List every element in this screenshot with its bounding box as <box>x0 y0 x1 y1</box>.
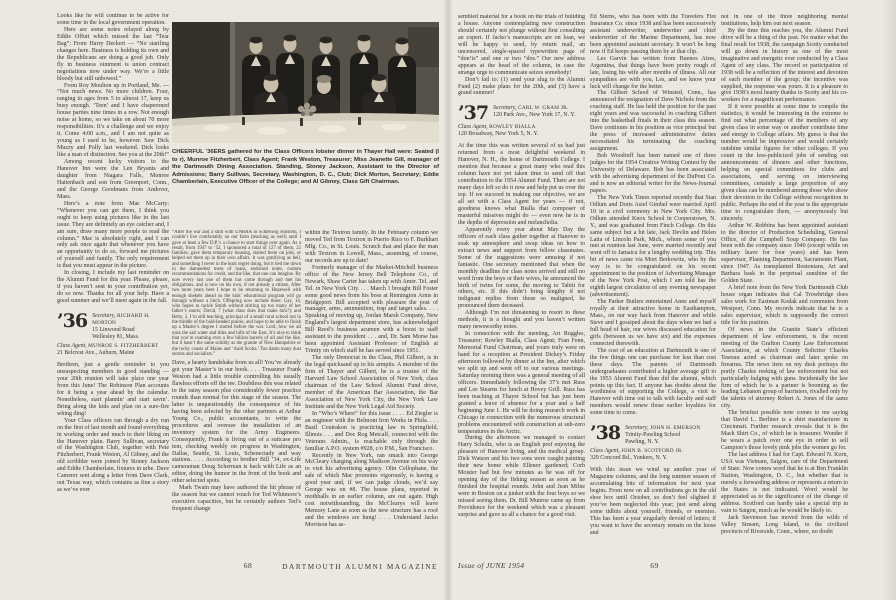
paragraph: within the Textron family. In the February column we moved Ted from Textron in Puerto Rico to F. Burkhart Mfg. Co., in St. Louis. Scratch that and place the man with Textron in Lowell, Mass., assuming, of course, our records are up to date! <box>305 230 438 264</box>
class-agent-label: Class Agent, <box>590 448 620 455</box>
secretary-address: Wellesley 81, Mass. <box>92 334 140 341</box>
secretary-line <box>92 313 169 327</box>
secretary-label: Secretary, <box>92 313 116 320</box>
paragraph: not in one of the three neighboring mental institutions, help him out next season. <box>721 14 848 27</box>
paragraph: Looks like he will continue to be active for some time in the local government operation. <box>57 13 169 26</box>
secretary-name: JOHN H. EMERSON <box>650 425 701 432</box>
paragraph: The Parker Butlers entertained Anne and myself royally at their attractive home in Easthampton, Mass., on our way back from Hanover and while Steve and I gossiped about the days when we had a full head of hair, our wives discussed education for girls (between us we have six) and the expenses connected therewith. <box>590 299 716 347</box>
class-year-38: ’38 <box>590 422 621 445</box>
right-column-1 <box>458 14 585 562</box>
issue-date: Issue of JUNE 1954 <box>458 561 525 570</box>
secretary-block <box>625 424 700 446</box>
paragraph: Recently in New York, ran smack into George McCleary charging along Madison Avenue on his way to visit his advertising agency. Olin Cellophane, the sale of which Mac promotes vigorously, is having a good year and, if we can judge clouds, we’d say George was on #8. The house plans, reported in mothballs in an earlier column, are out again. High cost notwithstanding, the McClearys will leave Memory Lane as soon as the new structure has a roof and the windows are hung! . . . Understand Jacko Morrison has as- <box>305 452 438 529</box>
paragraph: Of news in the Granite State’s efficient department of law enforcement, is the recent meeting of the Grafton County Law Enforcement Association, at which County Solicitor Charles Tesreau acted as chairman and later spoke on firearms. The news item on my desk portrays the portly Charles reeking of law enforcement but not particularly bulging with guns. Incidentally the law firm of which he is a partner is booming as the leading Lebanon group of barristers, rivalled only by the talents of attorney Robert A. Jones of the same city. <box>721 326 848 410</box>
secretary-address: Pawling, N. Y. <box>625 439 660 446</box>
paragraph: Apparently every year about May Day the officers of each class gather together at Hanover to soak up atmosphere and swap ideas on how to extract news and support from fellow classmates. Some of the suggestions were amusing if not fantastic. One secretary mentioned that when the monthly deadline for class notes arrived and still no word from the boys or their wives, he announced the birth of twins for some, the moving to Tahiti for others, etc. If this didn’t bring lengthy if not indignant replies from those so maligned, he pronounced them deceased. <box>458 226 585 310</box>
photo-illustration <box>172 22 439 143</box>
class-agent-address: 120 Broadway, New York 5, N. Y. <box>458 131 539 138</box>
photo-caption: CHEERFUL ’36ERS gathered for the Class Officers lobster dinner in Thayer Hall were: Seated (l to r), Munroe Fitzherbert, Class Agent; Frank Weston, Treasurer; Miss Jeanette Gill, manager of the Dartmouth Dining Association. Standing, Stoney Jackson, Assistant to the Director of Admissions; Barry Sullivan, Secretary, Washington, D. C., Club; Dick Morton, Secretary; Eddie Chamberlain, Executive Officer of the College; and Al Gibney, Class Gift Chairman. <box>172 149 439 185</box>
class-agent-name: ROWLEY BIALLA <box>489 124 536 131</box>
secretary-line <box>625 425 700 432</box>
page-gutter <box>443 0 453 600</box>
left-column-2 <box>172 230 301 562</box>
secretary-name: CARL W. GRAM JR. <box>518 105 569 112</box>
class-heading-1937 <box>458 102 585 125</box>
secretary-address: Trinity-Pawling School <box>625 432 681 439</box>
class-year-36: ’36 <box>57 310 88 333</box>
paragraph: Arthur W. Robbins has been appointed assistant to the director of Production Scheduling, General Office, of the Campbell Soup Company. He has been with the company since 1940 (except while on military leave for four years) and has been supervisor, Planning Department, Sacramento Plant, since 1947. As transplanted Bostonians, Art and Barbara bask in the perpetual sunshine of the Golden State. <box>721 222 848 285</box>
paragraph: Ed Sterns, who has been with the Travelers Fire Insurance Co. since 1938 and has been successively assistant underwriter, underwriter and chief underwriter of the Marine Department, has now been appointed assistant secretary. It won’t be long now if Ed keeps passing them by at that clip. <box>590 14 716 55</box>
paragraph: The New York Times reported recently that Stan Odlum and Doris Asiel Gimbel were married April 10 in a civil ceremony in New York City. Mrs. Odlum attended Knox School in Cooperstown, N. Y., and was graduated from Finch College. On this same subject but a bit late, Jack Devlin and Helen Latta of Lincoln Park, Mich., whom some of you met at reunion last June, were married recently and went off to Jamaica for a lengthy wedding trip. This bit of news came via Mort Berkowitz, who by the way is to be congratulated on his recent appointment to the position of Advertising Manager of the New York Post, which I am told has the eighth largest circulation of any evening newspaper (advertisement). <box>590 194 716 299</box>
class-agent-line <box>458 124 585 131</box>
magazine-title: DARTMOUTH ALUMNI MAGAZINE <box>282 563 438 571</box>
paragraph: Formerly manager of the Market-Mitchell business office of the New Jersey Bell Telephone Co., of Newark, Shaw Carter has taken up with Amer. Tel. and Tel. in New York City. . . . March 1 brought Bill Foster some good news from his boss at Remington Arms in Bridgeport. Bill accepted with pleasure the post of manager, arms, ammunition, trap and target sales. . . . Speaking of moving up, Jordan Marsh Company, New England’s largest department store, has acknowledged Bill Reed’s business acumen with a boost to staff assistant to the president . . . and, Dr. Sam Morse has been appointed Assistant Professor of English at Trinity on which staff he has served since 1951. <box>305 264 438 355</box>
secretary-line <box>493 105 575 112</box>
paragraph: Mark Twain may have authored the hit phrase of the season but we cannot vouch for Ted Whitmore’s executive capacities, but he certainly authors Ted’s frequent change <box>172 485 301 513</box>
class-agent-address: 21 Belcrest Ave., Auburn, Maine <box>57 350 135 357</box>
secretary-address: 15 Linwood Road <box>92 327 135 334</box>
class-agent-name: MUNROE S. FITZHERBERT <box>88 343 159 350</box>
paragraph: In closing, I include my last reminder on the Alumni Fund for this year. Please, please, if you haven’t sent in your contribution yet, do so now. Thanks for all your help. Have a good summer and we’ll meet again in the fall. <box>57 270 169 305</box>
paragraph: Although I’m not threatening to resort to these methods, it is a thought and you haven’t written many newsworthy notes. <box>458 310 585 331</box>
page-left <box>48 0 448 600</box>
paragraph: Dave, a hearty handshake from us all! You’ve already got your Master’s in our book. . . . Treasurer Frank Weston had a little trouble controlling his usually flawless efforts off the tee. Doubtless this was related to the rainy season plus considerably fewer practice rounds than normal for this stage of the season. The latter is unquestionably the consequence of his having been selected by the other partners at Arthur Young Co., public accountants, to write the procedures and oversee the installation of an inventory system for the Army Engineers. Consequently, Frank is living out of a suitcase pro tem, checking weekly on progress in Washington, Dallas, Seattle, St. Louis, Schenectady and way stations. . . . According to brother Bill ’34, ex-Life cameraman Doug Scherman is back with Life as an editor, doing the humor in the front of the book and other selected spots. <box>172 360 301 485</box>
paragraph: Among recent lucky visitors to the Hanover Inn were the Len Bryants and daughter from Niagara Falls, Monroe Hattenbach and son from Greenport, Conn., and the George Goodmans from Andover, Mass. <box>57 159 169 200</box>
secretary-address: 120 Park Ave., New York 17, N. Y. <box>493 112 576 119</box>
paragraph: sembled material for a book on the trials of building a house. Anyone contemplating new construction should certainly not plunge without first consulting an expert. If Jacko’s manuscripts are on loan, we will be happy to send, by return mail, an uncensored, single-spaced typewritten page of “don’ts” and one or two “dos.” Our new address appears at the head of the column, in case the strange urge to communicate seizes somebody! <box>458 14 585 76</box>
secretary-block <box>92 312 169 341</box>
paragraph: Bob Woodruff has been named one of three judges for the 1954 Creative Writing Contest by the University of Delaware. Bob has been associated with the advertising department of the DuPont Co. and is now an editorial writer for the News-Journal papers. <box>590 153 716 194</box>
paragraph: At the time this was written several of us had just returned from a most delightful weekend in Hanover, N. H., the home of Dartmouth College. I mention that because a great many who read this column have not yet taken time to send off that contribution to the 1954 Alumni Fund. There are not many days left so do it now and help put us over the top. If we succeed in making our objective, we are all set with a Class Agent for years — if not, goodness knows what Bialla that composer of masterful missives might do — even now he is in the depths of depression and melancholia. <box>458 143 585 226</box>
paragraph: Your Class officers ran through a dry run on the first of last month and found everything in working order and much to their liking on the Hanover plain. Barry Sullivan, secretary of the Washington Club, together with Pete Fitzherbert, Frank Weston, Al Gibney, and the old scribbler were joined by Stoney Jackson and Eddie Chamberlain, fixtures in urbe. Dave Camerer sent along a letter from Dave Clark, out Texas way, which contains as fine a story as we’ve ever <box>57 417 169 494</box>
class-agent-address: 329 Concord Rd., Yonkers, N. Y. <box>590 455 668 462</box>
paragraph: By the time this reaches you, the Alumni Fund drive will be a thing of the past. No matter what the final result for 1938, the campaign Scotty conducted will go down in history as one of the most imaginative and energetic ever conducted by a Class Agent of any class. The record or participation of 1938 will be a reflection of the interest and devotion of each member of the group; the incentive was supplied, the response was yours. It is a pleasure to give 1938’s most hearty thanks to Scotty and his co-workers for a magnificent performance. <box>721 27 848 104</box>
class-heading-1936 <box>57 312 169 341</box>
paragraph: Brethren, just a gentle reminder to you unsuspecting members in good standing — your 20th reunion will take place one year from this June! The Robinson Plan accounts for it being a year ahead by the calendar. Nonetheless, start plannin’ and start savin’. Bring along the kids and plan on a sure-fire whing ding! <box>57 362 169 417</box>
right-column-2 <box>590 14 716 562</box>
paragraph: The briefest possible note comes to me saying that David L. Berliner is a shirt manufacturer in Cincinnati. Further research reveals that it is the Mack Shirt Co., of which he is treasurer. Wonder if he wears a patch over one eye in order to sell Campion’s those lovely pink jobs the women go for. <box>721 410 848 452</box>
class-officers-photo <box>172 22 439 143</box>
left-column-1 <box>57 13 169 562</box>
class-agent-line <box>590 448 716 455</box>
left-page-number: 68 <box>243 561 253 570</box>
paragraph: If it were possible at some time to compile the statistics, it would be interesting in the extreme to find out what percentage of the members of any given class in some way or another contribute time and energy to College affairs. My guess is that the number would be impressive and would certainly outshine similar figures for other colleges. If you count in the less-publicized jobs of sending out announcements of dinners and other functions, helping on special committees for clubs and associations, and serving on interviewing committees, certainly a large proportion of any given class can be numbered among those who show their devotion to the College without recognition in public. Perhaps the end of the year is the appropriate time to congratulate them, — anonymously but sincerely. <box>721 104 848 222</box>
right-page-number: 69 <box>650 561 659 570</box>
paragraph: Les Garvin has written from Buenos Aires, Argentina, that things have been pretty rough of late, losing his wife after months of illness. All our sympathies are with you, Les, and we know your luck will change for the better. <box>590 55 716 90</box>
paragraph: Here are some notes relayed along by Eddie Offutt which missed the last “Tear Bag”: From Harry Deckert — “No startling changes here. Business is holding its own and the Republicans are doing a good job. Only fly in business ointment is union contract negotiations now under way. We’re a little bloody but still unbowed.” <box>57 26 169 82</box>
left-column-3 <box>305 230 438 562</box>
class-agent-label: Class Agent, <box>57 343 87 350</box>
paragraph: With this issue we wind up another year of Magazine columns, and the long summer season of accumulating bits of information for next year begins. From now on all contributions go in the old shoe box until October, so don’t feel slighted if you’ve been neglected this year; just send along some tidbits about yourself, friends, or enemies. This has been a year singularly devoid of letters; if you want to have the secretary remain on the loose and <box>590 467 716 536</box>
secretary-name: RICHARD H. MORTON <box>92 313 150 327</box>
class-year-37: ’37 <box>458 102 489 125</box>
paragraph: Jack Stevenson has moved from the wilds of Valley Stream, Long Island, to the civilized precincts of Riverside, Conn., where, no doubt <box>721 514 848 535</box>
quoted-letter: “After the war and a stint with UNRRA in Schleswig Holstein, I couldn’t live comfortably on our farm (teaching as well) until I gave at least a few D.P.’s a chance to start things over again. As a result, from 1947 to ’52, I sponsored a total of 127 of them, 22 families; gave them temporary housing, started them on jobs, or helped set them up in their own affairs. It was gratifying as hell, and something I never in the least regret doing, but it tied me down in the damnedest mess of loans, endorsed notes, custom recommendations for credit, and the like, that one can imagine. By now every last one of them has come through and met his obligations, and is now on his own, if not already a citizen. After two more years here I hope to be returning to Hopewell with enough shekels ahead so the kids’ educational program will go through without a hitch. Offspring now include three: Gay, 14, who hopes to tackle Smith without stirring up too many of her father’s snorts; David, 7 (what class does that make him?); and Betty, 2. I’m still teaching, principal of a small rural school out in the middle of the bald-headed prairie, and hope to be able to finish up a Master’s degree I started before the war. Lord, how we all miss the salt water and tides and hills of the East. It’s nice to think that you’re roaming over a few billion barrels of oil and the like, but it hasn’t the same solidity as the granite of New Hampshire or the rocky coasts of Maine and ‘Auld Scotia.’ Too damn many dust storms and socialists.” <box>172 230 301 357</box>
paragraph: Don’t fail to: (1) send your slug to the Alumni Fund (2) make plans for the 20th, and (3) have a grand summer! <box>458 76 585 97</box>
paragraph: A brief note from the New York Dartmouth Club house organ indicates that Cal Trowbridge does sales work for Eastman Kodak and commutes from Westport, Conn. My records indicate that he is a sales supervisor, which is supposedly the correct title for his position. <box>721 285 848 326</box>
class-agent-label: Class Agent, <box>458 124 488 131</box>
page-right <box>449 0 860 600</box>
class-agent-name: JOHN B. SCOTFORD JR. <box>621 448 684 455</box>
paragraph: The cost of an education at Dartmouth is one of the few things one can purchase for less than cost these days. The parents of Dartmouth undergraduates contributed a higher average gift to the 1953 Alumni Fund than did the alumni, which points up this fact. If anyone has doubts about the worthiness of supporting the College, a visit to Hanover with time out to talk with faculty and staff members would renew those earlier loyalties for some time to come. <box>590 347 716 417</box>
paragraph: During the afternoon we managed to contact Harry Schultz, who is an English prof enjoying the pleasure of Hanover living, and the medical group. Dick Watson and his two sons were caught painting their new home while Ellenor gardened; Corb Moister had but few minutes as he was off for opening day of the fishing season as soon as he finished the hospital rounds. John and Jean Milne were in Boston on a junket with the four boys so we missed seeing them. Dr. Bill Munroe came up from Providence for the weekend which was a pleasant surprise and gave us all a chance for a good visit. <box>458 435 585 518</box>
secretary-label: Secretary, <box>625 425 649 432</box>
secretary-block <box>493 104 575 119</box>
paragraph: Here’s a note from Mac McCarty: “Whenever you can get them, I think you ought to keep using pictures like in the last issue. They are definitely an eye catcher and, I am sure, draw many more people to read the column.” Mac is absolutely right, and I can only ask once again that whenever you have an opportunity to do so, forward me pictures of yourself and family. The only requirement is that you must appear in the picture. <box>57 200 169 270</box>
page-edge-shading <box>882 0 896 600</box>
secretary-label: Secretary, <box>493 105 517 112</box>
paragraph: From Roy Moulton up in Portland, Me. — “Not much news. No more children. Four, ranging in ages from 5 to almost 17, keep us busy enough. ‘Teen’ and I have chaperoned house parties nine times in a row. Not enough noise at home, so we take on about 70 more responsibilities. It’s a challenge and we enjoy it. Come 4:00 a.m., and I am not quite as young as I used to be, however. Saw Dick Muzzy and Polly last weekend. Dick looks like a man of distinction. See you at the 20th!” <box>57 82 169 159</box>
class-heading-1938 <box>590 424 716 446</box>
class-agent-line <box>57 343 169 350</box>
paragraph: In “Who’s Where” for this issue . . . . Ed Ziegler is an engineer with the Belmont Iron Works in Phila. . . . Basil Coutrakon is practicing law in Springfield, Illinois . . . and Doc Rog Metcalf, connected with the Veterans Admin., is reachable only through the familiar A.P.O. system #928, c/o P.M., San Francisco. <box>305 410 438 452</box>
paragraph: The only Democrat in the Class, Phil Gilbert, is in the legal quicksand up to his armpits. A member of the firm of Thayer and Gilbert, he is a trustee of the Harvard Law School Association of New York, class chairman of the Law School Alumni Fund drive, member of the American Bar Association, the Bar Association of New York City, the New York Law Institute and the New York Legal Aid Society. <box>305 355 438 410</box>
paragraph: In connection with the meeting, Art Ruggles, Treasurer; Rowley Bialla, Class Agent; Fran Fenn, Memorial Fund Chairman, and yours truly were on hand for a reception at President Dickey’s Friday afternoon followed by dinner at the Inn, after which we split up and went off to our various meetings. Saturday morning there was a general meeting of all officers. Immediately following the 37’s met Russ and Lee Stearns for lunch at Hovey Grill. Russ has been teaching at Thayer School but has just been granted a leave of absence for a year and a half beginning June 1. He will be doing research work in Chicago in connection with the numerous structural problems encountered with construction at sub-zero temperatures in the Arctic. <box>458 331 585 435</box>
paragraph: The Gilbert School of Winsted, Conn., has announced the resignation of Dave Nichols from the coaching staff. He has held the position for the past eight years and was successful in coaching Gilbert into the basketball finals in their class this season. Dave continues in his position as vice principal but the press of increased administrative duties necessitated his terminating the coaching assignment. <box>590 90 716 153</box>
paragraph: The last address I had for Capt. Edward N. Korn, USA was Vietnam, Saigon, care of the Department of State. Now comes word that he is at Ben Franklin Station, Washington, D. C., but whether that is merely a forwarding address or represents a return to the States is not indicated. Word would be appreciated as to the significance of the change of address. Scotford can hardly take a special trip in vain to Saigon, much as he would be likely to. <box>721 452 848 514</box>
right-column-3 <box>721 14 848 562</box>
